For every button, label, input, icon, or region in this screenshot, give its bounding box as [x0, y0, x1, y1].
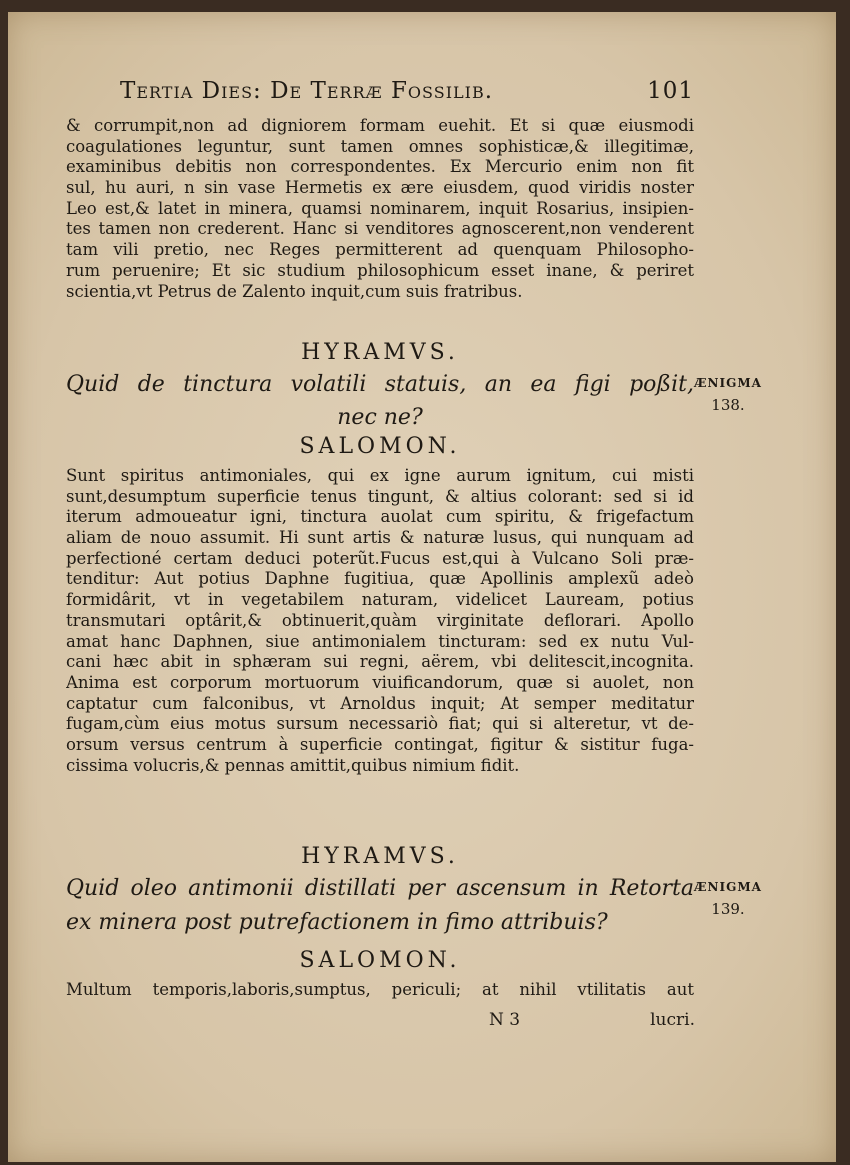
text-line: Anima est corporum mortuorum viuificandorum, quæ si auolet, non: [66, 672, 694, 692]
paragraph-1: [66, 116, 694, 302]
margin-number: 138.: [711, 396, 745, 414]
paragraph-3: [66, 980, 694, 1001]
question-line: Quid oleo antimonii distillati per ascensum in Retorta: [66, 876, 694, 901]
text-line: aliam de nouo assumit. Hi sunt artis & naturæ lusus, qui nunquam ad: [66, 528, 694, 548]
text-line: perfectioné certam deduci poterũt.Fucus est,qui à Vulcano Soli præ-: [66, 548, 694, 568]
margin-note-enigma-138: [683, 376, 773, 414]
speaker-heading-salomon: SALOMON.: [299, 434, 461, 459]
margin-label: ÆNIGMA: [694, 376, 762, 390]
text-line: coagulationes leguntur, sunt tamen omnes sophisticæ,& illegitimæ,: [66, 136, 694, 156]
text-line: transmutari optârit,& obtinuerit,quàm virginitate deflorari. Apollo: [66, 610, 694, 630]
signature-mark: N 3: [489, 1010, 521, 1030]
text-line: fugam,cùm eius motus sursum necessariò fiat; qui si alteretur, vt de-: [66, 714, 694, 734]
running-header: [120, 74, 694, 108]
text-line: tenditur: Aut potius Daphne fugitiua, quæ Apollinis amplexũ adeò: [66, 569, 694, 589]
speaker-heading-hyramus: HYRAMVS.: [301, 340, 459, 365]
text-line: cissima volucris,& pennas amittit,quibus nimium fidit.: [66, 755, 520, 775]
speaker-heading-hyramus: HYRAMVS.: [301, 844, 459, 869]
text-line: tes tamen non crederent. Hanc si venditores agnoscerent,non venderent: [66, 219, 694, 239]
page-footer: [483, 1010, 695, 1034]
catchword: lucri.: [650, 1010, 695, 1030]
margin-note-enigma-139: [683, 880, 773, 918]
text-line: cani hæc abit in sphæram sui regni, aërem, vbi delitescit,incognita.: [66, 652, 694, 672]
running-title: Tertia Dies: De Terræ Fossilib.: [120, 78, 494, 104]
speaker-heading-salomon: SALOMON.: [299, 948, 461, 973]
text-line: rum peruenire; Et sic studium philosophicum esset inane, & periret: [66, 260, 694, 280]
text-line: iterum admoueatur igni, tinctura auolat cum spiritu, & frigefactum: [66, 507, 694, 527]
text-line: Sunt spiritus antimoniales, qui ex igne aurum ignitum, cui misti: [66, 466, 694, 485]
text-line: & corrumpit,non ad digniorem formam euehit. Et si quæ eiusmodi: [66, 116, 694, 135]
text-line: orsum versus centrum à superficie contingat, figitur & sistitur fuga-: [66, 734, 694, 754]
text-line: captatur cum falconibus, vt Arnoldus inquit; At semper meditatur: [66, 693, 694, 713]
question-line: nec ne?: [337, 405, 423, 430]
text-line: amat hanc Daphnen, siue antimonialem tincturam: sed ex nutu Vul-: [66, 631, 694, 651]
book-page: [8, 12, 836, 1162]
margin-label: ÆNIGMA: [694, 880, 762, 894]
question-line: ex minera post putrefactionem in fimo attribuis?: [66, 910, 608, 935]
paragraph-2: [66, 466, 694, 776]
text-line: scientia,vt Petrus de Zalento inquit,cum suis fratribus.: [66, 281, 523, 301]
margin-number: 139.: [711, 900, 745, 918]
text-line: Multum temporis,laboris,sumptus, periculi; at nihil vtilitatis aut: [66, 980, 694, 999]
text-line: examinibus debitis non correspondentes. Ex Mercurio enim non fit: [66, 157, 694, 177]
page-number: 101: [647, 78, 694, 104]
text-line: sul, hu auri, n sin vase Hermetis ex ære eiusdem, quod viridis noster: [66, 178, 694, 198]
text-line: formidârit, vt in vegetabilem naturam, videlicet Lauream, potius: [66, 590, 694, 610]
text-line: sunt,desumptum superficie tenus tingunt, & altius colorant: sed si id: [66, 486, 694, 506]
question-line: Quid de tinctura volatili statuis, an ea figi poßit,: [66, 372, 694, 397]
text-line: Leo est,& latet in minera, quamsi nominarem, inquit Rosarius, insipien-: [66, 198, 694, 218]
text-line: tam vili pretio, nec Reges permitterent ad quenquam Philosopho-: [66, 240, 694, 260]
